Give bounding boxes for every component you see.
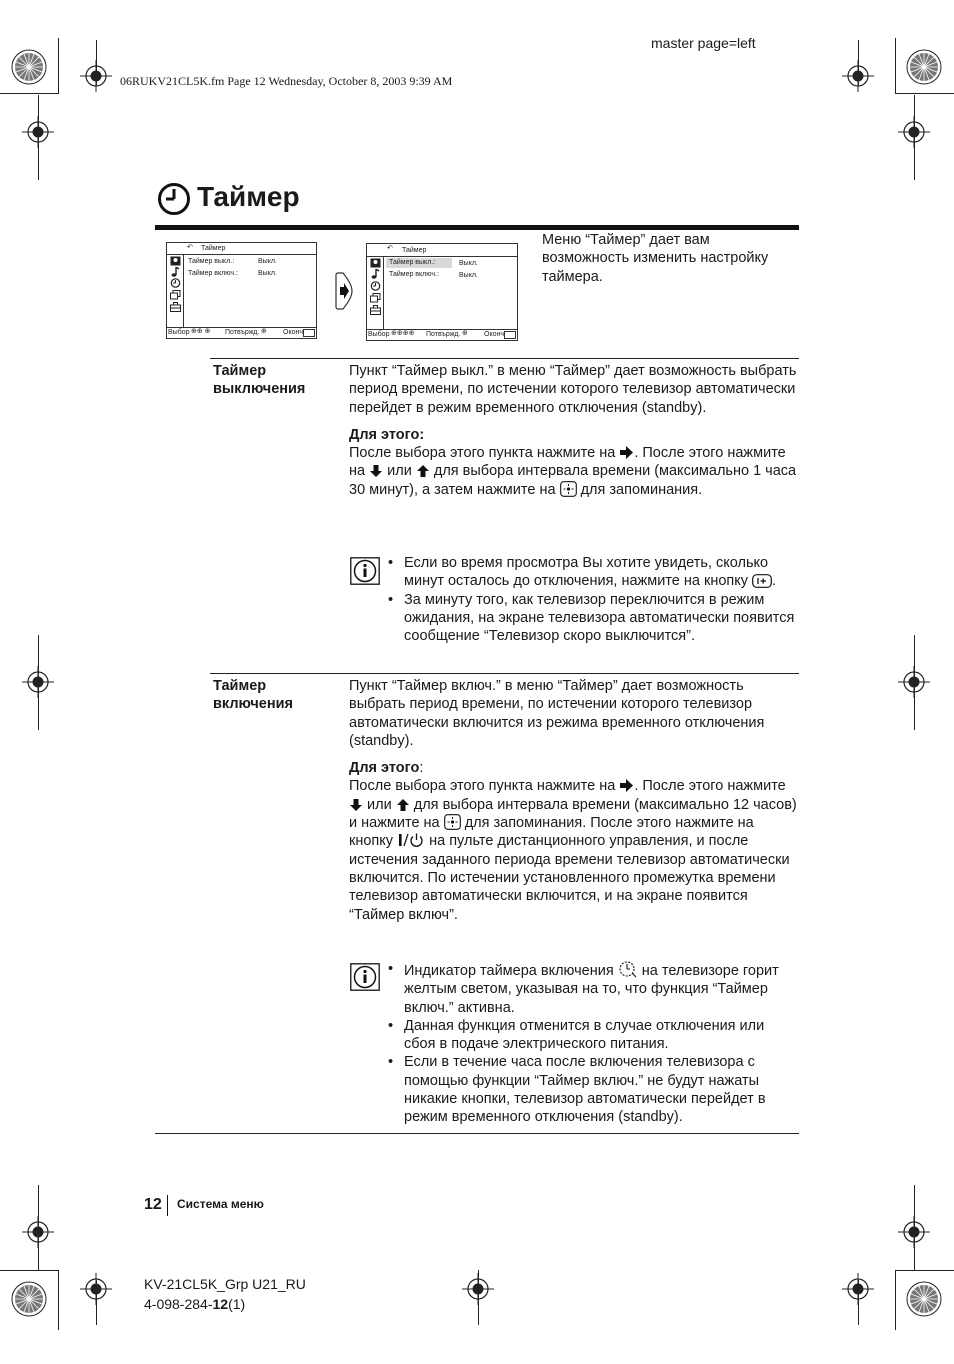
toolbox-icon	[370, 305, 381, 315]
info-icon	[350, 963, 380, 991]
section-label-off-timer	[213, 362, 305, 399]
menu-row-label: Таймер выкл.:	[389, 259, 436, 266]
menu-footer-confirm: Потвържд.	[225, 329, 260, 336]
back-arrow-icon: ↶	[187, 244, 193, 251]
title-rule	[155, 225, 799, 230]
footer-code: 4-098-284-12(1)	[144, 1296, 246, 1312]
menu-row-value: Выкл.	[258, 270, 277, 277]
up-arrow-icon	[416, 464, 430, 478]
intro-text: Меню “Таймер” дает вам возможность изменить настройку таймера.	[542, 232, 769, 285]
menu-footer-select: Выбор	[168, 329, 190, 336]
back-arrow-icon: ↶	[387, 245, 393, 252]
notes-on-timer	[388, 960, 799, 1127]
settings-icon	[370, 293, 381, 303]
note-item: • Индикатор таймера включения на телевизоре горит желтым светом, указывая на то, что функция “Таймер включ.” активна.	[388, 960, 799, 1017]
menu-row-label: Таймер включ.:	[188, 270, 238, 277]
timer-icon	[370, 281, 381, 291]
info-icon	[350, 557, 380, 585]
power-button-icon	[397, 833, 425, 848]
notes-off-timer	[388, 554, 799, 645]
section-divider	[210, 673, 799, 674]
master-page-label: master page=left	[651, 35, 756, 51]
picture-icon	[170, 256, 181, 266]
settings-icon	[170, 290, 181, 300]
menu-screen-before	[166, 242, 317, 339]
footer-model: KV-21CL5K_Grp U21_RU	[144, 1276, 306, 1292]
section-body-on-timer	[349, 677, 799, 924]
down-arrow-icon	[349, 798, 363, 812]
next-arrow-icon	[335, 272, 353, 310]
footer-section-name: Система меню	[177, 1197, 264, 1211]
howto-text: После выбора этого пункта нажмите на . После этого нажмите на или для выбора интервала времени (максимально 1 часа 30 минут), а затем нажмите на для запоминания.	[349, 445, 797, 498]
note-item: • За минуту того, как телевизор переключится в режим ожидания, на экране телевизора автоматически появится сообщение “Телевизор скоро выключится”.	[388, 591, 799, 646]
menu-row-label: Таймер включ.:	[389, 271, 439, 278]
ok-button-icon	[560, 481, 577, 497]
timer-icon	[170, 278, 181, 288]
up-arrow-icon	[396, 798, 410, 812]
menu-button-icon	[303, 329, 315, 337]
arrows-icon: ⊕⊕⊕⊕	[391, 330, 415, 337]
section-label-line: включения	[213, 696, 294, 713]
down-arrow-icon	[369, 464, 383, 478]
section-label-line: выключения	[213, 381, 306, 398]
section-description: Пункт “Таймер выкл.” в меню “Таймер” дает возможность выбрать период времени, по истечении которого телевизор автоматически перейдет в режим временного отключения (standby).	[349, 363, 797, 416]
menu-footer-end: Оконч	[484, 331, 504, 338]
sound-icon	[370, 269, 381, 279]
menu-screen-after	[366, 243, 518, 341]
note-item: • Данная функция отменится в случае отключения или сбоя в подаче электрического питания.	[388, 1017, 799, 1054]
menu-header: Таймер	[402, 247, 427, 254]
section-label-line: Таймер	[213, 678, 267, 694]
right-arrow-icon	[619, 778, 634, 793]
file-stamp: 06RUKV21CL5K.fm Page 12 Wednesday, October 8, 2003 9:39 AM	[120, 74, 453, 88]
howto-title: Для этого:	[349, 760, 424, 777]
arrows-icon: ⊕⊕ ⊕	[191, 328, 211, 335]
menu-footer-confirm: Потвържд.	[426, 331, 461, 338]
section-body-off-timer	[349, 362, 799, 499]
howto-title: Для этого:	[349, 426, 425, 443]
ok-button-icon	[444, 814, 461, 830]
footer-separator	[167, 1195, 168, 1216]
toolbox-icon	[170, 302, 181, 312]
ok-button-icon: ⊕	[261, 328, 267, 335]
right-arrow-icon	[619, 445, 634, 460]
section-label-line: Таймер	[213, 363, 267, 379]
info-display-button-icon	[752, 574, 772, 588]
timer-indicator-icon	[618, 960, 638, 978]
menu-footer-end: Оконч	[283, 329, 303, 336]
menu-footer-select: Выбор	[368, 331, 390, 338]
section-description: Пункт “Таймер включ.” в меню “Таймер” дает возможность выбрать период времени, по истечении которого телевизор автоматически включится из режима временного отключения (standby).	[349, 678, 765, 749]
ok-button-icon: ⊕	[462, 330, 468, 337]
section-bottom-rule	[155, 1133, 799, 1134]
menu-header: Таймер	[201, 245, 226, 252]
section-divider	[210, 358, 799, 359]
picture-icon	[370, 258, 381, 268]
page-title-text: Таймер	[197, 181, 300, 212]
howto-text: После выбора этого пункта нажмите на . После этого нажмите или для выбора интервала времени (максимально 12 часов) и нажмите на для запоминания. После этого нажмите на кнопку на пульте дистанционного управления, и после истечения заданного периода времени телевизор автоматически включится. По истечении установленного промежутка времени телевизор автоматически включится, и на экране появится “Таймер включ”.	[349, 778, 797, 923]
page-number: 12	[144, 1196, 162, 1213]
sound-icon	[170, 267, 181, 277]
menu-row-value: Выкл.	[459, 260, 478, 267]
menu-row-value: Выкл.	[459, 272, 478, 279]
section-label-on-timer	[213, 677, 293, 714]
note-item: • Если во время просмотра Вы хотите увидеть, сколько минут осталось до отключения, нажмите на кнопку .	[388, 554, 799, 591]
menu-row-label: Таймер выкл.:	[188, 258, 235, 265]
menu-button-icon	[504, 331, 516, 339]
clock-icon	[157, 182, 191, 216]
menu-row-value: Выкл.	[258, 258, 277, 265]
note-item: • Если в течение часа после включения телевизора с помощью функции “Таймер включ.” не будут нажаты никакие кнопки, телевизор автоматически перейдет в режим временного отключения (standby).	[388, 1053, 799, 1126]
